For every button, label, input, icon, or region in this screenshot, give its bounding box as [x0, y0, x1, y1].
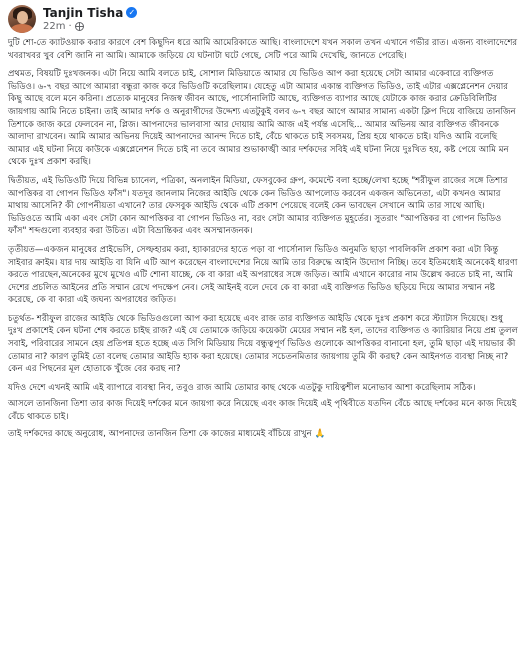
- post-paragraph-4: তৃতীয়ত—একজন মানুষের প্রাইভেসি, সেল্ফহারম করা, হ্যাকারদের হাতে পড়া বা পার্সোনাল ভিডিও অনুমতি ছাড়া পাবলিকলি প্রকাশ করা এটা কিন্তু সাইবার ক্রাইম। যার দায় আইডি বা যিনি এটি আপ করেছেন বাংলাদেশের নিয়ে আমি তার বিরুদ্ধে আইনি উদ্যোগ নিচ্ছি। তবে ইতিমধ্যেই অনেকেই ধারণা করতে পারছেন,অনেকের মুখে মুখেও এটি শোনা যাচ্ছে, কে বা কারা এই অপরাধের সঙ্গে জড়িত। আমি এখানে কারোর নাম উল্লেখ করতে চাই না, আমি দেশের প্রচলিত আইনের প্রতি সম্মান রেখে পদক্ষেপ নেব। সেই আইনই বলে দেবে কে বা কারা এই ব্যক্তিগত ভিডিও ছড়িয়ে দিয়ে আমার সম্মান নষ্ট করেছে, কে বা কারা এই জঘন্য অপরাধের জড়িত।: [8, 244, 518, 306]
- author-info: [43, 6, 137, 33]
- post-body: [8, 37, 518, 440]
- post-meta: [43, 20, 137, 33]
- post-paragraph-1: দুটি শো-তে ক্যাটওয়াক করার কারণে বেশ কিছুদিন ধরে আমি আমেরিকাতে আছি। বাংলাদেশে যখন সকাল তখন এখানে গভীর রাত। এজন্য বাংলাদেশের খবরাখবর খুব বেশি জানি না আমি। আমাকে জড়িয়ে যে ঘটনাটা ঘটে গেছে, সেটি পরে আমি দেখেছি, জানতে পেরেছি।: [8, 38, 518, 61]
- post-header: [8, 0, 518, 37]
- meta-separator: ·: [68, 20, 72, 32]
- author-name-row: [43, 6, 137, 20]
- avatar-face: [17, 11, 28, 24]
- author-avatar[interactable]: [8, 5, 36, 33]
- post-paragraph-5: চতুর্থত- শরীফুল রাজের আইডি থেকে ভিডিওগুলো আপ করা হয়েছে এবং রাজ তার ব্যক্তিগত আইডি থেকে দুঃখ প্রকাশ করে স্ট্যাটাস দিয়েছে। শুধু দুঃখ প্রকাশেই কেন ঘটনা শেষ করতে চাইছ রাজ? এই যে তোমাকে জড়িয়ে কয়েকটা মেয়ের সম্মান নষ্ট হল, তাদের ব্যক্তিগত ও ক্যারিয়ার নিয়ে প্রশ্ন তুলল সবাই, পরিবারের সামনে হেয় প্রতিপন্ন হতে হচ্ছে এত সিগি মিডিয়ায় দিয়ে বন্ধুত্বপূর্ণ ভিডিও গুলোকে আপত্তিকর বানানো হল, তুমি ছাড়া এই দায়ভার কী তোমার না? কারণ তুমিই তো বলেছ তোমার আইডি হ্যাক করা হয়েছে। তোমার সচেতনমিতার জায়গায় তুমি কী করছ? কেন আইনগত ব্যবস্থা নিচ্ছ না? কেন এর পিছনের মূল হোতাকে খুঁজে বের করছ না?: [8, 313, 518, 375]
- author-name[interactable]: Tanjin Tisha: [43, 5, 124, 20]
- post-timestamp[interactable]: 22m: [43, 20, 66, 32]
- post-paragraph-6: যদিও দেশে এখনই আমি এই ব্যাপারে ব্যবস্থা নিব, তবুও রাজ আমি তোমার কাছ থেকে এতটুকু দায়িত্বশীল মনোভাব আশা করেছিলাম সঠিক।: [8, 382, 476, 393]
- post-paragraph-7: আসলে তানজিনা তিশা তার কাজ দিয়েই দর্শকের মনে জায়গা করে নিয়েছে এবং কাজ দিয়েই এই পৃথিবীতে যতদিন বেঁচে আছে দর্শকের মনে কাজ দিয়েই বেঁচে থাকতে চাই।: [8, 399, 517, 423]
- post-paragraph-3: দ্বিতীয়ত, এই ভিডিওটি দিয়ে বিভিন্ন চ্যানেল, পত্রিকা, অনলাইন মিডিয়া, ফেসবুকের গ্রুপ, কমেন্টে বলা হচ্ছে/লেখা হচ্ছে "শরীফুল রাজের সঙ্গে তিশার আপত্তিকর বা গোপন ভিডিও ফাঁস"। যতদূর জানলাম নিজের আইডি থেকে কেন ভিডিও আপলোড করবেন একজন অভিনেতা, এটা কখনও আমার মাথায় আসেনি? কী গোপনীয়তা এখানে? তার ফেসবুক আইডি থেকে এটি প্রকাশ পেয়েছে বলেই কেন ভাবছেন সেখানে আমি তার সাথে আছি। ভিডিওতে আমি একা এবং সেটা কোন আপত্তিকর বা গোপন ভিডিও না, বরং সেটা আমার ব্যক্তিগত মুহূর্তের। সুতরাং "আপত্তিকর বা গোপন ভিডিও ফাঁস" শব্দগুলো ব্যবহার করা উচিত। এটা বিভ্রান্তিকর এবং অসম্মানজনক।: [8, 175, 508, 237]
- post-paragraph-8: তাই দর্শকদের কাছে অনুরোধ, আপনাদের তানজিন তিশা কে কাজের মাধ্যমেই বাঁচিয়ে রাখুন 🙏: [8, 428, 326, 439]
- post-paragraph-2: প্রথমত, বিষয়টি দুঃখজনক। এটা নিয়ে আমি বলতে চাই, সোশাল মিডিয়াতে আমার যে ভিডিও আপ করা হয়েছে সেটা আমার একেবারে ব্যক্তিগত ভিডিও। ৬-৭ বছর আগে আমারা বন্ধুরা কাজ করে ভিডিওটি করেছিলাম। যেহেতু এটা আমার একান্ত ব্যক্তিগত ভিডিও, তাই এটার এক্সপ্লেনেশন দেয়ার কিছু আছে বলে মনে করিনা। প্রত্যেক মানুষের নিজস্ব জীবন আছে, পার্সোনালিটি আছে, ব্যক্তিগত ব্যাপার আছে যেটাকে কাজ করার ক্রেডিবিলিটির জায়গায় আমি নিতে চাইনা। তাই আমার দর্শক ও অনুরাগীদের উদ্দেশ্য এতটুকুই বলব ৬-৭ বছর আগে আমার সামান্য একটা ক্লিপ দিয়ে বাজিয়ে তানজিন তিশাকে জাজ করে ফেলবেন না, প্লিজ। আপনাদের ভালবাসা আর দোয়ায় আমি আজ এই পর্যন্ত এসেছি... আমার অভিনয় আর ব্যক্তিগত জীবনকে আলাদা রাখবেন। আমি আমার অভিনয় দিয়েই আপনাদের আনন্দ দিতে চাই, বেঁচে থাকতে চাই সবসময়, প্রিয় হয়ে থাকতে চাই। যদিও আমি বলেছি আমার এই ঘটনা নিয়ে কাউকে এক্সপ্লেনেশন দিতে চাই না তবে আমার শুভাকাঙ্খী আর দর্শকদের সবিই এই ঘটনা নিয়ে দুঃখিত হয়, কষ্ট পেয়ে আমি মন থেকে দুঃখ প্রকাশ করছি।: [8, 69, 516, 168]
- avatar-shoulders: [10, 24, 34, 33]
- public-globe-icon: [75, 22, 84, 31]
- verified-badge-icon: ✓: [126, 7, 137, 18]
